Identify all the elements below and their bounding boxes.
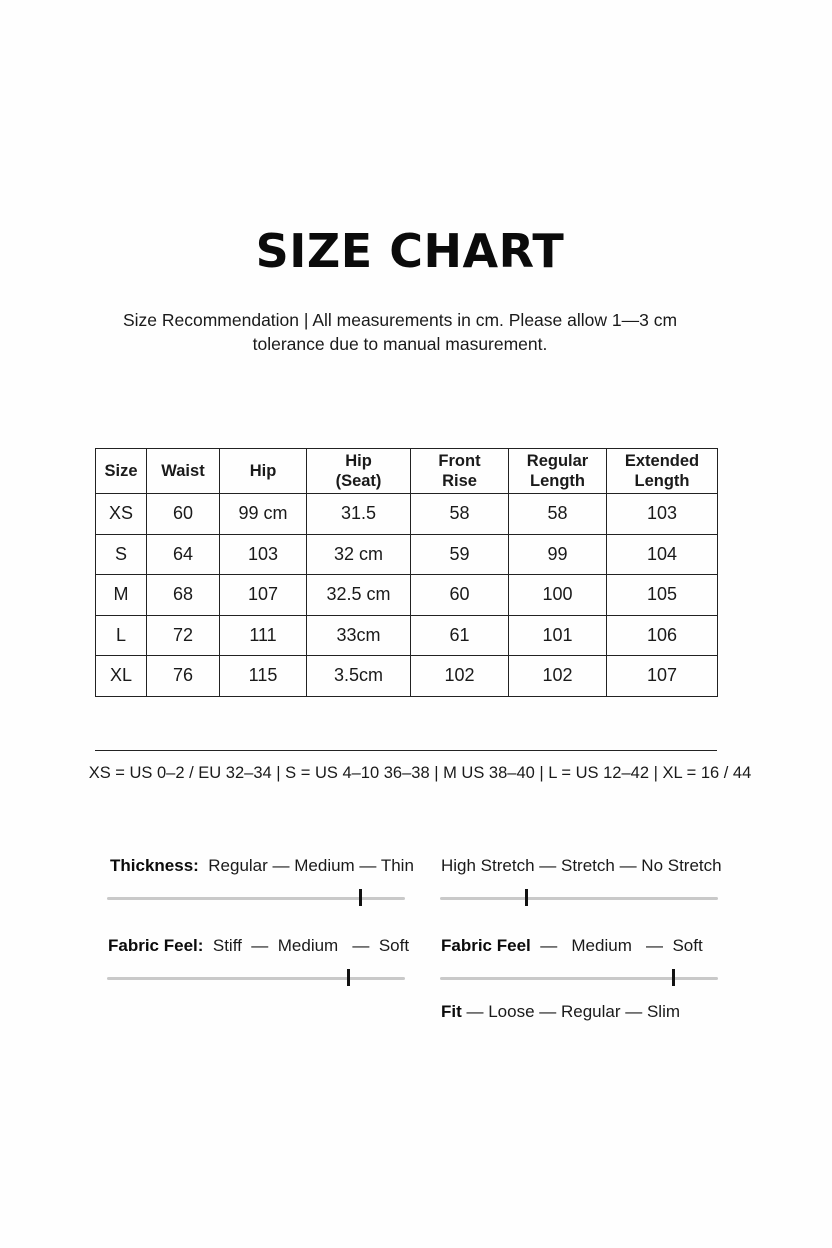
subtitle-line-2: tolerance due to manual masurement.: [252, 334, 548, 354]
cell-size: M: [96, 575, 147, 616]
section-divider: [95, 750, 717, 751]
fabric-feel-2-scale-label: [441, 936, 703, 956]
cell-waist: 64: [147, 534, 220, 575]
cell-size: XL: [96, 656, 147, 697]
cell-hip-seat: 32.5 cm: [307, 575, 411, 616]
header-front-rise: Front Rise: [411, 449, 509, 494]
cell-hip: 111: [220, 615, 307, 656]
table-row: [96, 534, 718, 575]
fabric-feel-scale-label: [108, 936, 409, 956]
cell-regular-length: 99: [509, 534, 607, 575]
stretch-scale-marker: [525, 889, 528, 906]
fabric-feel-scale-track: [107, 977, 405, 980]
cell-size: XS: [96, 494, 147, 535]
cell-hip: 103: [220, 534, 307, 575]
subtitle: [90, 308, 710, 356]
cell-regular-length: 100: [509, 575, 607, 616]
stretch-options: High Stretch — Stretch — No Stretch: [441, 856, 722, 875]
cell-regular-length: 102: [509, 656, 607, 697]
fabric-feel-label: Fabric Feel:: [108, 936, 204, 955]
cell-extended-length: 106: [607, 615, 718, 656]
table-row: [96, 575, 718, 616]
header-regular-length: Regular Length: [509, 449, 607, 494]
fabric-feel-2-label: Fabric Feel: [441, 936, 531, 955]
cell-front-rise: 102: [411, 656, 509, 697]
cell-size: S: [96, 534, 147, 575]
fit-label: Fit: [441, 1002, 462, 1021]
header-waist: Waist: [147, 449, 220, 494]
cell-hip-seat: 33cm: [307, 615, 411, 656]
stretch-scale-track: [440, 897, 718, 900]
cell-waist: 60: [147, 494, 220, 535]
fabric-feel-2-scale-marker: [672, 969, 675, 986]
fabric-feel-scale-marker: [347, 969, 350, 986]
cell-hip-seat: 31.5: [307, 494, 411, 535]
size-table: [95, 448, 718, 697]
cell-extended-length: 107: [607, 656, 718, 697]
fit-scale-label: [441, 1002, 680, 1022]
cell-front-rise: 59: [411, 534, 509, 575]
cell-front-rise: 60: [411, 575, 509, 616]
fabric-feel-2-options: — Medium — Soft: [535, 936, 703, 955]
header-size: Size: [96, 449, 147, 494]
subtitle-line-1: Size Recommendation | All measurements in cm. Please allow 1—3 cm: [122, 310, 678, 330]
header-hip: Hip: [220, 449, 307, 494]
size-conversion-note: XS = US 0–2 / EU 32–34 | S = US 4–10 36–38 | M US 38–40 | L = US 12–42 | XL = 16 / 44: [88, 764, 752, 782]
cell-hip-seat: 3.5cm: [307, 656, 411, 697]
table-header-row: [96, 449, 718, 494]
cell-hip: 107: [220, 575, 307, 616]
fit-options: — Loose — Regular — Slim: [461, 1002, 681, 1021]
cell-hip: 115: [220, 656, 307, 697]
page-title: SIZE CHART: [255, 224, 565, 278]
thickness-scale-marker: [359, 889, 362, 906]
header-hip-seat: Hip (Seat): [307, 449, 411, 494]
table-row: [96, 656, 718, 697]
thickness-options: Regular — Medium — Thin: [208, 856, 414, 875]
thickness-label: Thickness:: [110, 856, 199, 875]
cell-hip: 99 cm: [220, 494, 307, 535]
cell-extended-length: 105: [607, 575, 718, 616]
cell-hip-seat: 32 cm: [307, 534, 411, 575]
thickness-scale-label: [110, 856, 414, 876]
header-extended-length: Extended Length: [607, 449, 718, 494]
fabric-feel-2-scale-track: [440, 977, 718, 980]
cell-waist: 72: [147, 615, 220, 656]
cell-extended-length: 103: [607, 494, 718, 535]
table-row: [96, 615, 718, 656]
thickness-scale-track: [107, 897, 405, 900]
cell-waist: 68: [147, 575, 220, 616]
cell-regular-length: 58: [509, 494, 607, 535]
cell-extended-length: 104: [607, 534, 718, 575]
cell-size: L: [96, 615, 147, 656]
fabric-feel-options: Stiff — Medium — Soft: [212, 936, 410, 955]
stretch-scale-label: [441, 856, 722, 876]
cell-waist: 76: [147, 656, 220, 697]
cell-front-rise: 58: [411, 494, 509, 535]
table-row: [96, 494, 718, 535]
cell-front-rise: 61: [411, 615, 509, 656]
cell-regular-length: 101: [509, 615, 607, 656]
